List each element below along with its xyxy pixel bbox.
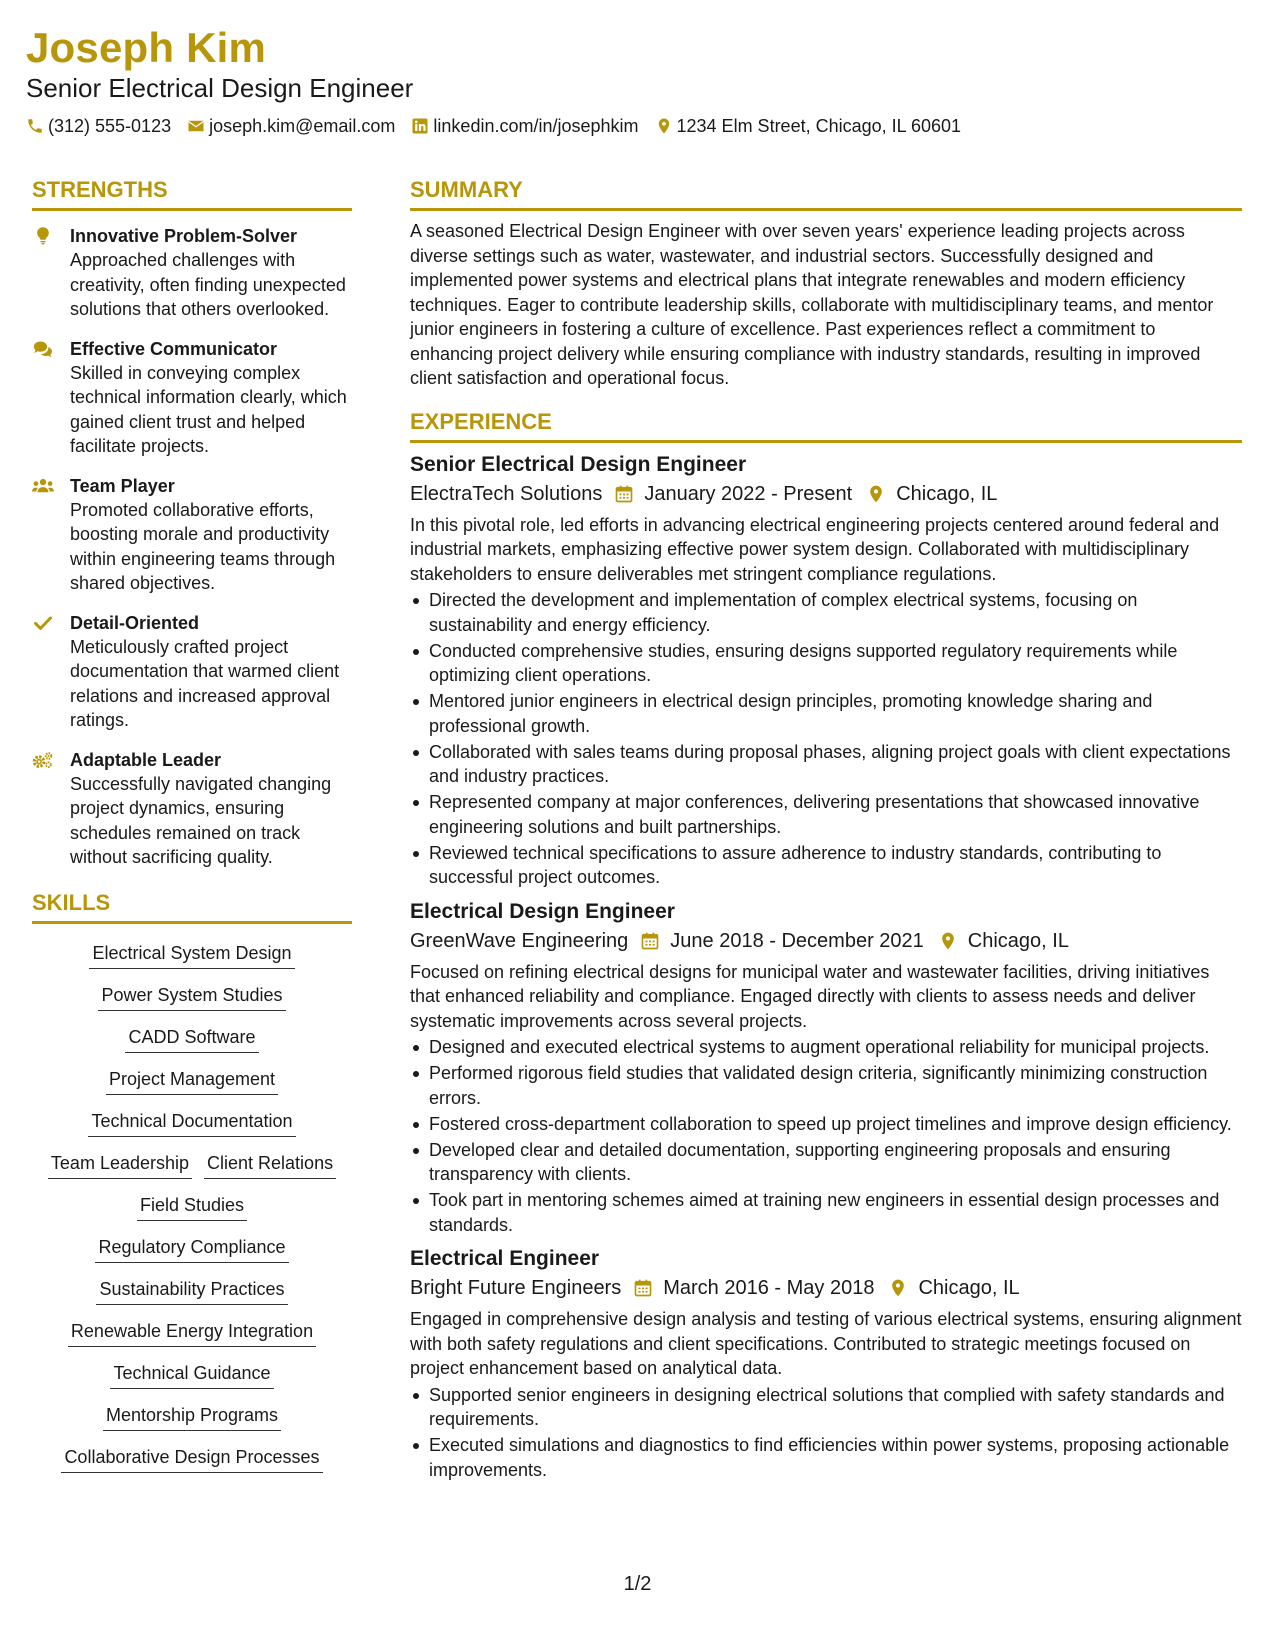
skill-tag: Project Management [106, 1064, 278, 1095]
skill-tag: Mentorship Programs [103, 1400, 281, 1431]
envelope-icon [187, 117, 205, 135]
strength-title: Innovative Problem-Solver [70, 226, 298, 246]
map-pin-icon [655, 117, 673, 135]
job-location: Chicago, IL [896, 482, 998, 505]
bullet-item: Executed simulations and diagnostics to find efficiencies within power systems, proposing actionable improvements. [410, 1433, 1242, 1482]
users-icon [32, 476, 54, 496]
strength-desc: Skilled in conveying complex technical information clearly, which gained client trust and helped facilitate projects. [70, 362, 347, 456]
bullet-item: Reviewed technical specifications to assure adherence to industry standards, contributing to successful project outcomes. [410, 841, 1242, 890]
job-entry [410, 1245, 1242, 1482]
contact-phone[interactable] [26, 114, 171, 138]
strength-desc: Successfully navigated changing project dynamics, ensuring schedules remained on track without sacrificing quality. [70, 773, 332, 867]
bullet-item: Represented company at major conferences, delivering presentations that showcased innovative engineering solutions and built partnerships. [410, 790, 1242, 839]
skill-tag: Collaborative Design Processes [61, 1442, 322, 1473]
resume-header [26, 22, 1246, 138]
job-title: Electrical Design Engineer [410, 899, 675, 923]
address-text: 1234 Elm Street, Chicago, IL 60601 [676, 116, 962, 136]
left-column [32, 175, 352, 1484]
cogs-icon [32, 750, 54, 770]
job-description: In this pivotal role, led efforts in advancing electrical engineering projects centered around federal and industrial markets, emphasizing effective power system design. Collaborated with multidisciplinary stakeholders to ensure deliverables met stringent compliance regulations. [410, 514, 1220, 584]
strength-title: Team Player [70, 475, 175, 496]
skill-tag: Team Leadership [48, 1148, 192, 1179]
skill-tag: Electrical System Design [89, 938, 294, 969]
strength-item [32, 337, 352, 459]
calendar-icon [640, 931, 660, 951]
job-title: Electrical Engineer [410, 1247, 600, 1270]
job-entry [410, 451, 1242, 890]
strength-title: Detail-Oriented [70, 612, 200, 633]
skill-tag: CADD Software [125, 1022, 258, 1053]
strength-item [32, 224, 352, 322]
skill-tag: Field Studies [137, 1190, 247, 1221]
contact-bar [26, 114, 1246, 138]
strength-desc: Meticulously crafted project documentation that warmed client relations and increased approval ratings. [70, 636, 340, 730]
job-entry [410, 898, 1242, 1238]
experience-section [410, 407, 1242, 1483]
strengths-section [32, 175, 352, 870]
bullet-item: Developed clear and detailed documentation, supporting engineering proposals and ensuring transparency with clients. [410, 1138, 1242, 1187]
contact-linkedin[interactable] [411, 114, 638, 138]
strengths-list [32, 224, 352, 870]
bullet-item: Mentored junior engineers in electrical design principles, promoting knowledge sharing and professional growth. [410, 689, 1242, 738]
job-company: ElectraTech Solutions [410, 482, 603, 505]
check-icon [32, 613, 54, 633]
comments-icon [32, 339, 54, 359]
page-number: 1/2 [623, 1573, 652, 1595]
job-meta [410, 1274, 1242, 1302]
skill-tag: Renewable Energy Integration [68, 1316, 316, 1347]
candidate-name: Joseph Kim [26, 24, 267, 71]
strength-item [32, 474, 352, 596]
bullet-item: Collaborated with sales teams during proposal phases, aligning project goals with client expectations and industry practices. [410, 740, 1242, 789]
summary-section [410, 175, 1242, 391]
contact-email[interactable] [187, 114, 395, 138]
candidate-title: Senior Electrical Design Engineer [26, 73, 414, 103]
job-company: GreenWave Engineering [410, 929, 629, 952]
job-location: Chicago, IL [967, 929, 1069, 952]
strength-item [32, 611, 352, 733]
calendar-icon [633, 1278, 653, 1298]
strength-desc: Approached challenges with creativity, often finding unexpected solutions that others overlooked. [70, 250, 346, 319]
strength-item [32, 748, 352, 870]
experience-heading: EXPERIENCE [410, 407, 1242, 443]
map-pin-icon [938, 931, 958, 951]
skill-tag: Power System Studies [98, 980, 285, 1011]
strengths-heading: STRENGTHS [32, 175, 352, 211]
phone-icon [26, 117, 44, 135]
linkedin-text: linkedin.com/in/josephkim [433, 116, 639, 136]
email-text: joseph.kim@email.com [209, 116, 396, 136]
skills-heading: SKILLS [32, 888, 352, 924]
skills-list [32, 938, 352, 1484]
job-bullets [410, 1383, 1242, 1483]
phone-text: (312) 555-0123 [48, 116, 172, 136]
skill-tag: Technical Documentation [88, 1106, 295, 1137]
bullet-item: Directed the development and implementation of complex electrical systems, focusing on sustainability and energy efficiency. [410, 588, 1242, 637]
job-company: Bright Future Engineers [410, 1277, 622, 1299]
calendar-icon [614, 484, 634, 504]
skill-tag: Technical Guidance [110, 1358, 273, 1389]
job-title: Senior Electrical Design Engineer [410, 452, 747, 476]
bullet-item: Designed and executed electrical systems to augment operational reliability for municipal projects. [410, 1035, 1242, 1060]
skill-tag: Sustainability Practices [96, 1274, 287, 1305]
bullet-item: Performed rigorous field studies that validated design criteria, significantly minimizing construction errors. [410, 1061, 1242, 1110]
bullet-item: Conducted comprehensive studies, ensuring designs supported regulatory requirements while optimizing client operations. [410, 639, 1242, 688]
bullet-item: Took part in mentoring schemes aimed at training new engineers in essential design processes and standards. [410, 1188, 1242, 1237]
job-description: Engaged in comprehensive design analysis and testing of various electrical systems, ensuring alignment with both safety regulations and client specifications. Contributed to strategic meetings focused on project enhancement based on analytical data. [410, 1309, 1242, 1378]
bullet-item: Supported senior engineers in designing electrical solutions that complied with safety standards and requirements. [410, 1383, 1242, 1432]
strength-desc: Promoted collaborative efforts, boosting morale and productivity within engineering teams through shared objectives. [70, 499, 336, 593]
job-dates: March 2016 - May 2018 [663, 1277, 875, 1299]
skills-section [32, 888, 352, 1484]
map-pin-icon [888, 1278, 908, 1298]
map-pin-icon [866, 484, 886, 504]
job-meta [410, 927, 1242, 955]
summary-text: A seasoned Electrical Design Engineer with over seven years' experience leading projects across diverse settings such as water, wastewater, and industrial sectors. Successfully designed and implemented power systems and electrical plans that integrate renewables and modern efficiency techniques. Eager to contribute leadership skills, collaborate with multidisciplinary teams, and mentor junior engineers in fostering a culture of excellence. Past experiences reflect a commitment to enhancing project delivery while ensuring compliance with industry standards, resulting in improved client satisfaction and operational focus. [410, 221, 1214, 388]
summary-heading: SUMMARY [410, 175, 1242, 211]
skill-tag: Client Relations [204, 1148, 336, 1179]
strength-title: Adaptable Leader [70, 749, 222, 770]
skill-tag: Regulatory Compliance [95, 1232, 288, 1263]
bullet-item: Fostered cross-department collaboration to speed up project timelines and improve design efficiency. [410, 1112, 1242, 1137]
job-dates: January 2022 - Present [644, 482, 853, 505]
lightbulb-icon [32, 226, 54, 246]
job-location: Chicago, IL [918, 1277, 1020, 1299]
strength-title: Effective Communicator [70, 338, 278, 359]
linkedin-icon [411, 117, 429, 135]
contact-address [655, 114, 962, 138]
job-description: Focused on refining electrical designs for municipal water and wastewater facilities, driving initiatives that enhanced reliability and compliance. Engaged directly with clients to assess needs and deliver systematic improvements across several projects. [410, 961, 1210, 1031]
right-column [410, 175, 1242, 1484]
job-bullets [410, 588, 1242, 890]
job-meta [410, 480, 1242, 508]
job-dates: June 2018 - December 2021 [670, 929, 924, 952]
job-bullets [410, 1035, 1242, 1237]
